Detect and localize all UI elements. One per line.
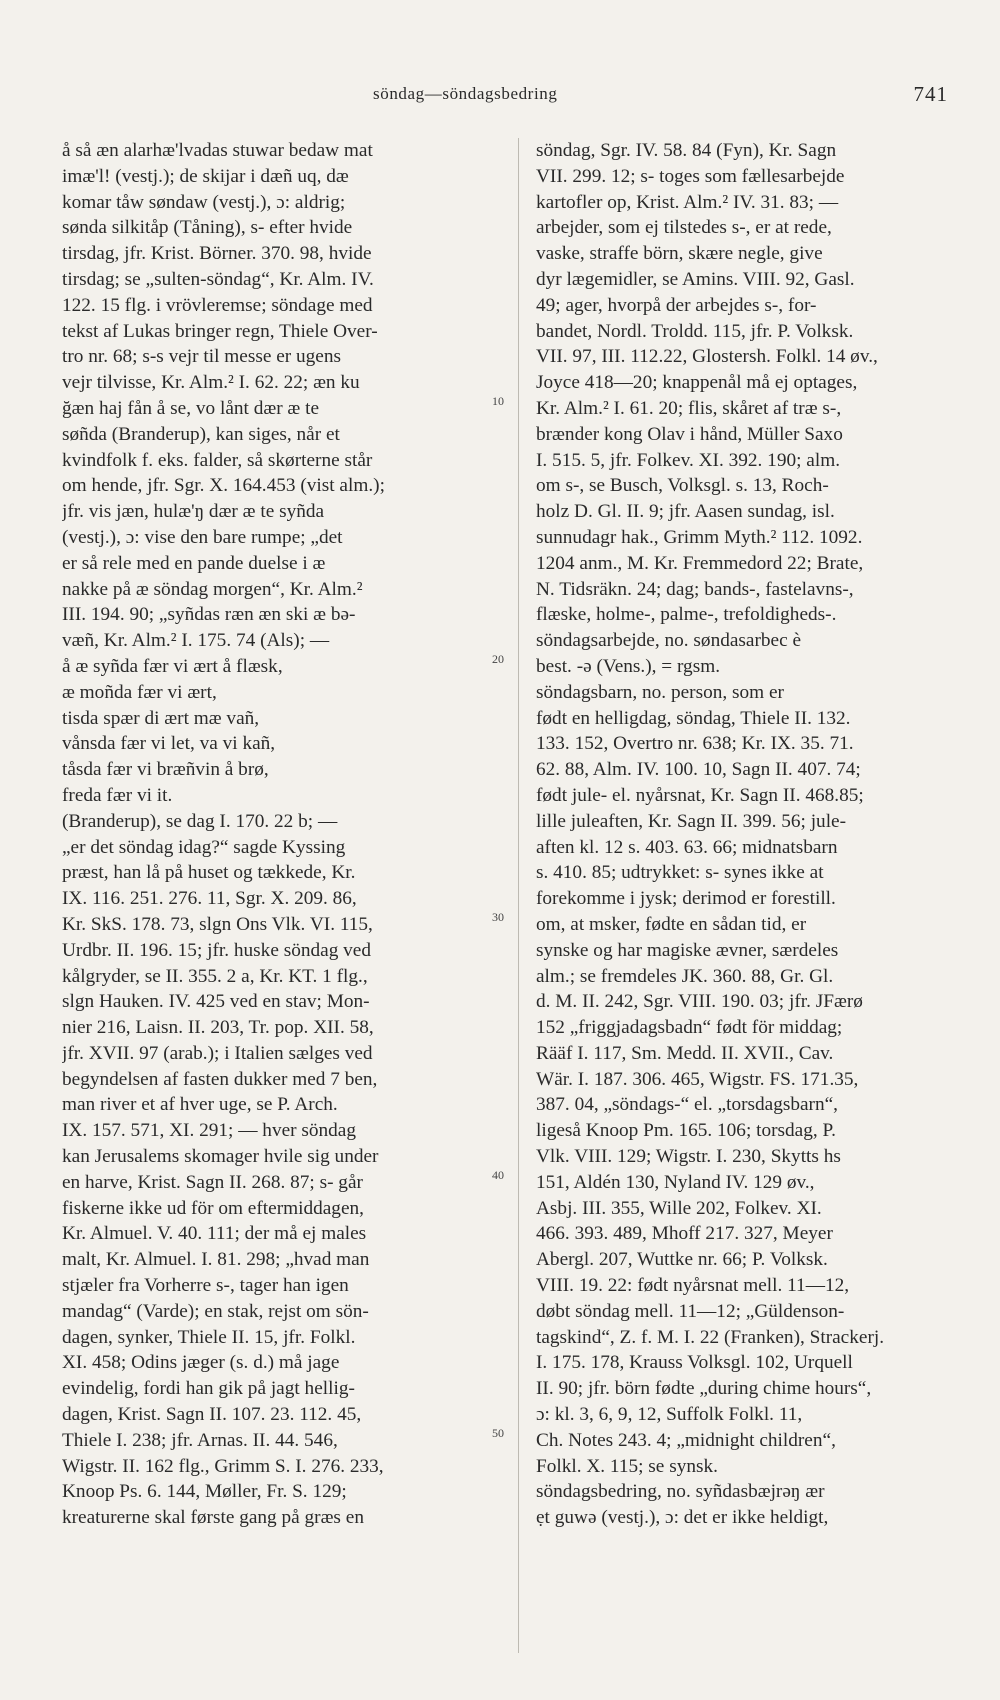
text-line: III. 194. 90; „syñdas ræn æn ski æ bə-	[62, 604, 356, 626]
text-line: Rääf I. 117, Sm. Medd. II. XVII., Cav.	[536, 1042, 834, 1064]
text-line: best. -ə (Vens.), = rgsm.	[536, 655, 721, 677]
text-line: sunnudagr hak., Grimm Myth.² 112. 1092.	[536, 526, 863, 548]
text-line: æ moñda fær vi ært,	[62, 681, 217, 703]
text-line: 122. 15 flg. i vrövleremse; söndage med	[62, 294, 373, 316]
text-line: vejr tilvisse, Kr. Alm.² I. 62. 22; æn ku	[62, 372, 360, 394]
text-line: tro nr. 68; s-s vejr til messe er ugens	[62, 346, 341, 368]
text-line: lille juleaften, Kr. Sagn II. 399. 56; jule-	[536, 810, 847, 832]
text-line: Kr. Alm.² I. 61. 20; flis, skåret af træ s-,	[536, 397, 842, 419]
running-title: söndag—söndagsbedring	[373, 84, 558, 103]
line-number: 10	[492, 394, 504, 408]
text-line: kan Jerusalems skomager hvile sig under	[62, 1146, 379, 1168]
text-line: tagskind“, Z. f. M. I. 22 (Franken), Strackerj.	[536, 1326, 885, 1348]
text-line: Wär. I. 187. 306. 465, Wigstr. FS. 171.35,	[536, 1068, 859, 1090]
text-line: kreaturerne skal første gang på græs en	[62, 1507, 364, 1529]
text-line: nier 216, Laisn. II. 203, Tr. pop. XII. 58,	[62, 1017, 374, 1039]
column-divider	[518, 138, 519, 1653]
text-line: flæske, holme-, palme-, trefoldigheds-.	[536, 604, 837, 626]
page-number: 741	[913, 82, 948, 106]
text-line: jfr. XVII. 97 (arab.); i Italien sælges ved	[62, 1042, 373, 1064]
line-number: 50	[492, 1426, 504, 1440]
text-line: præst, han lå på huset og tækkede, Kr.	[62, 862, 356, 884]
text-line: söndagsarbejde, no. søndasarbec è	[536, 630, 802, 652]
text-line: søñda (Branderup), kan siges, når et	[62, 423, 340, 445]
text-line: er så rele med en pande duelse i æ	[62, 552, 326, 574]
text-line: imæ'l! (vestj.); de skijar i dæñ uq, dæ	[62, 165, 349, 187]
text-line: I. 175. 178, Krauss Volksgl. 102, Urquell	[536, 1352, 853, 1374]
text-line: söndag, Sgr. IV. 58. 84 (Fyn), Kr. Sagn	[536, 140, 837, 161]
text-line: tisda spær di ært mæ vañ,	[62, 707, 260, 729]
text-line: alm.; se fremdeles JK. 360. 88, Gr. Gl.	[536, 965, 834, 987]
text-line: forekomme i jysk; derimod er forestill.	[536, 888, 836, 910]
text-line: d. M. II. 242, Sgr. VIII. 190. 03; jfr. JFærø	[536, 991, 863, 1013]
text-line: en harve, Krist. Sagn II. 268. 87; s- går	[62, 1171, 363, 1193]
text-line: slgn Hauken. IV. 425 ved en stav; Mon-	[62, 991, 370, 1013]
text-line: født en helligdag, söndag, Thiele II. 132.	[536, 707, 851, 729]
text-line: Thiele I. 238; jfr. Arnas. II. 44. 546,	[62, 1429, 338, 1451]
text-line: Kr. Almuel. V. 40. 111; der må ej males	[62, 1223, 367, 1245]
text-line: IX. 157. 571, XI. 291; — hver söndag	[62, 1120, 357, 1142]
text-line: tirsdag; se „sulten-söndag“, Kr. Alm. IV.	[62, 268, 374, 290]
text-line: komar tåw søndaw (vestj.), ɔ: aldrig;	[62, 191, 346, 213]
text-line: söndagsbarn, no. person, som er	[536, 681, 784, 703]
text-line: 387. 04, „söndags-“ el. „torsdagsbarn“,	[536, 1094, 838, 1116]
text-line: man river et af hver uge, se P. Arch.	[62, 1094, 338, 1116]
text-line: 152 „friggjadagsbadn“ født för middag;	[536, 1017, 843, 1039]
text-line: 1204 anm., M. Kr. Fremmedord 22; Brate,	[536, 552, 864, 574]
text-line: kålgryder, se II. 355. 2 a, Kr. KT. 1 flg.,	[62, 965, 368, 987]
text-line: malt, Kr. Almuel. I. 81. 298; „hvad man	[62, 1249, 370, 1271]
text-line: I. 515. 5, jfr. Folkev. XI. 392. 190; alm.	[536, 449, 841, 471]
text-line: VII. 97, III. 112.22, Glostersh. Folkl. 14 øv.,	[536, 346, 878, 368]
text-line: kartofler op, Krist. Alm.² IV. 31. 83; —	[536, 191, 839, 213]
text-line: om, at msker, fødte en sådan tid, er	[536, 913, 807, 935]
text-line: VII. 299. 12; s- toges som fællesarbejde	[536, 165, 845, 187]
text-line: dagen, Krist. Sagn II. 107. 23. 112. 45,	[62, 1404, 362, 1426]
text-line: væñ, Kr. Alm.² I. 175. 74 (Als); —	[62, 630, 330, 652]
text-line: Urdbr. II. 196. 15; jfr. huske söndag ved	[62, 939, 371, 961]
line-number: 30	[492, 910, 504, 924]
text-line: Joyce 418—20; knappenål må ej optages,	[536, 372, 858, 394]
text-line: Ch. Notes 243. 4; „midnight children“,	[536, 1429, 836, 1451]
text-line: IX. 116. 251. 276. 11, Sgr. X. 209. 86,	[62, 888, 357, 910]
text-line: døbt söndag mell. 11—12; „Güldenson-	[536, 1300, 845, 1322]
text-line: mandag“ (Varde); en stak, rejst om sön-	[62, 1300, 369, 1322]
text-line: tekst af Lukas bringer regn, Thiele Over-	[62, 320, 378, 342]
text-line: söndagsbedring, no. syñdasbæjrəŋ ær	[536, 1481, 825, 1503]
text-line: Vlk. VIII. 129; Wigstr. I. 230, Skytts hs	[536, 1146, 841, 1168]
text-line: dagen, synker, Thiele II. 15, jfr. Folkl.	[62, 1326, 356, 1348]
text-line: Wigstr. II. 162 flg., Grimm S. I. 276. 233,	[62, 1455, 384, 1477]
text-line: synske og har magiske ævner, særdeles	[536, 939, 839, 961]
text-line: (vestj.), ɔ: vise den bare rumpe; „det	[62, 526, 343, 548]
text-line: 62. 88, Alm. IV. 100. 10, Sagn II. 407. 74;	[536, 759, 861, 781]
text-line: å æ syñda fær vi ært å flæsk,	[62, 655, 283, 677]
text-line: tåsda fær vi bræñvin å brø,	[62, 759, 269, 781]
text-line: aften kl. 12 s. 403. 63. 66; midnatsbarn	[536, 836, 838, 858]
text-line: ẹt guwə (vestj.), ɔ: det er ikke heldigt,	[536, 1507, 829, 1529]
text-line: 151, Aldén 130, Nyland IV. 129 øv.,	[536, 1171, 815, 1193]
text-line: XI. 458; Odins jæger (s. d.) må jage	[62, 1352, 340, 1374]
text-line: freda fær vi it.	[62, 784, 173, 806]
line-number: 40	[492, 1168, 504, 1182]
left-column	[62, 138, 510, 1531]
text-line: 49; ager, hvorpå der arbejdes s-, for-	[536, 294, 817, 316]
text-line: dyr lægemidler, se Amins. VIII. 92, Gasl.	[536, 268, 855, 290]
text-line: å så æn alarhæ'lvadas stuwar bedaw mat	[62, 140, 373, 161]
text-line: vaske, straffe börn, skære negle, give	[536, 243, 823, 265]
text-line: II. 90; jfr. börn fødte „during chime hours“,	[536, 1378, 872, 1400]
text-line: Asbj. III. 355, Wille 202, Folkev. XI.	[536, 1197, 822, 1219]
text-line: begyndelsen af fasten dukker med 7 ben,	[62, 1068, 378, 1090]
text-line: kvindfolk f. eks. falder, så skørterne står	[62, 449, 373, 471]
text-line: Folkl. X. 115; se synsk.	[536, 1455, 718, 1477]
text-line: stjæler fra Vorherre s-, tager han igen	[62, 1275, 349, 1297]
text-line: jfr. vis jæn, hulæ'ŋ dær æ te syñda	[62, 501, 325, 523]
text-line: 133. 152, Overtro nr. 638; Kr. IX. 35. 71.	[536, 733, 854, 755]
right-column	[536, 138, 956, 1531]
text-line: nakke på æ söndag morgen“, Kr. Alm.²	[62, 578, 363, 600]
text-line: sønda silkitåp (Tåning), s- efter hvide	[62, 217, 353, 239]
text-line: om hende, jfr. Sgr. X. 164.453 (vist alm.);	[62, 475, 385, 497]
text-line: Kr. SkS. 178. 73, slgn Ons Vlk. VI. 115,	[62, 913, 373, 935]
text-line: om s-, se Busch, Volksgl. s. 13, Roch-	[536, 475, 829, 497]
text-line: holz D. Gl. II. 9; jfr. Aasen sundag, isl.	[536, 501, 835, 523]
text-line: vånsda fær vi let, va vi kañ,	[62, 733, 276, 755]
text-line: Knoop Ps. 6. 144, Møller, Fr. S. 129;	[62, 1481, 347, 1503]
text-line: VIII. 19. 22: født nyårsnat mell. 11—12,	[536, 1275, 850, 1297]
text-line: ligeså Knoop Pm. 165. 106; torsdag, P.	[536, 1120, 836, 1142]
text-line: ɔ: kl. 3, 6, 9, 12, Suffolk Folkl. 11,	[536, 1404, 803, 1426]
text-line: evindelig, fordi han gik på jagt hellig-	[62, 1378, 355, 1400]
text-line: s. 410. 85; udtrykket: s- synes ikke at	[536, 862, 824, 884]
running-head	[0, 84, 1000, 114]
text-line: 466. 393. 489, Mhoff 217. 327, Meyer	[536, 1223, 833, 1245]
text-line: ğæn haj fån å se, vo lånt dær æ te	[62, 397, 320, 419]
text-line: N. Tidsräkn. 24; dag; bands-, fastelavns-,	[536, 578, 854, 600]
text-line: født jule- el. nyårsnat, Kr. Sagn II. 468.85;	[536, 784, 864, 806]
text-line: arbejder, som ej tilstedes s-, er at rede,	[536, 217, 832, 239]
text-line: Abergl. 207, Wuttke nr. 66; P. Volksk.	[536, 1249, 828, 1271]
text-line: „er det söndag idag?“ sagde Kyssing	[62, 836, 346, 858]
text-line: brænder kong Olav i hånd, Müller Saxo	[536, 423, 843, 445]
text-line: tirsdag, jfr. Krist. Börner. 370. 98, hvide	[62, 243, 372, 265]
line-number: 20	[492, 652, 504, 666]
text-line: bandet, Nordl. Troldd. 115, jfr. P. Volksk.	[536, 320, 854, 342]
text-line: fiskerne ikke ud för om eftermiddagen,	[62, 1197, 364, 1219]
text-line: (Branderup), se dag I. 170. 22 b; —	[62, 810, 338, 832]
